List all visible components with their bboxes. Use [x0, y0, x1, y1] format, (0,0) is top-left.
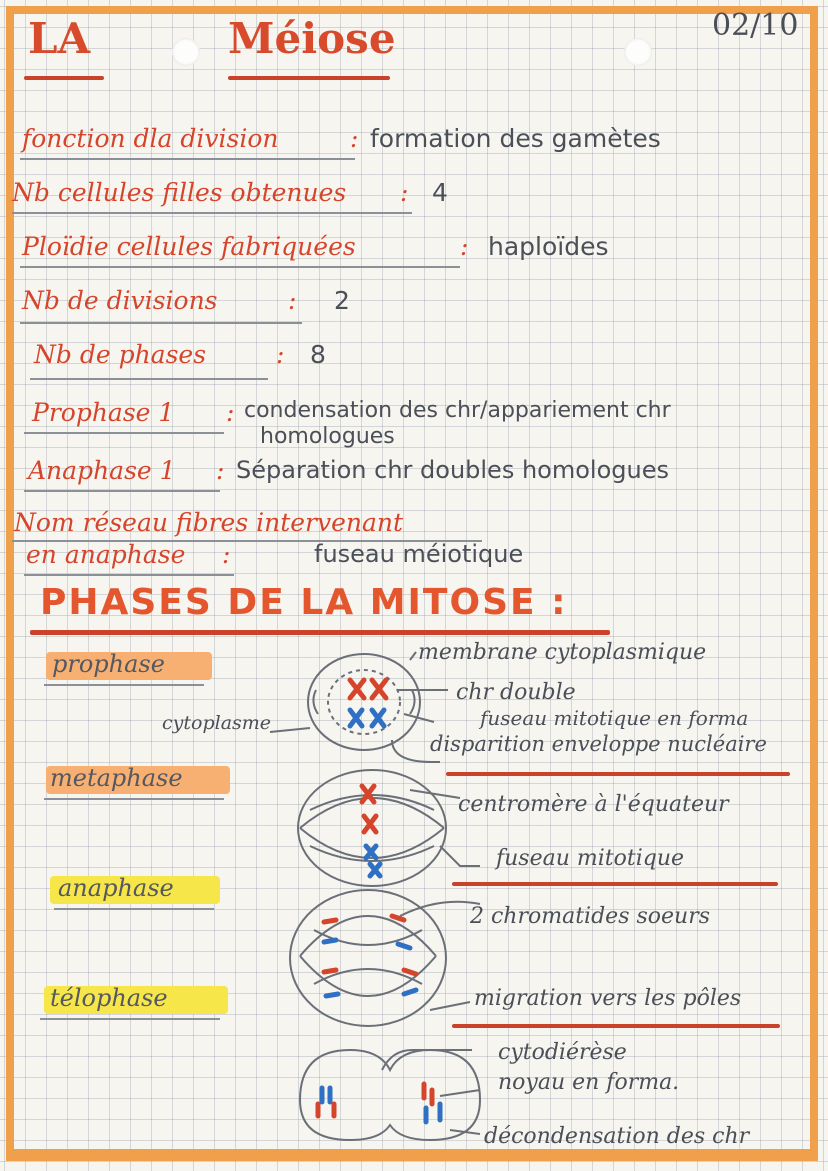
row-label: fonction dla division	[22, 124, 279, 153]
row-label: Nb de phases	[34, 340, 207, 369]
row-sep: :	[216, 456, 225, 485]
row-value: condensation des chr/appariement chr	[244, 398, 671, 423]
section-heading: PHASES DE LA MITOSE :	[40, 582, 568, 623]
row-label: Ploïdie cellules fabriquées	[22, 232, 356, 261]
row-label-continued: en anaphase	[26, 540, 186, 569]
label-fuseau: fuseau mitotique	[496, 846, 685, 871]
row-sep: :	[460, 232, 469, 261]
label-noyau: noyau en forma.	[498, 1070, 680, 1095]
row-sep: :	[350, 124, 359, 153]
row-label: Nb cellules filles obtenues	[12, 178, 347, 207]
label-cytoplasme: cytoplasme	[162, 712, 272, 734]
phase-anaphase: anaphase	[58, 874, 174, 902]
row-value: 2	[334, 286, 350, 315]
row-value: 8	[310, 340, 326, 369]
phase-metaphase: metaphase	[50, 764, 183, 792]
annotation-underline	[452, 1024, 780, 1028]
label-chromatides: 2 chromatides soeurs	[470, 904, 711, 929]
phase-prophase: prophase	[52, 650, 165, 678]
prophase-cell	[308, 654, 420, 750]
label-cytodierese: cytodiérèse	[498, 1040, 627, 1065]
row-label: Anaphase 1	[28, 456, 176, 485]
label-decondensation: décondensation des chr	[484, 1124, 750, 1149]
anaphase-cell	[290, 890, 446, 1026]
label-migration: migration vers les pôles	[474, 986, 742, 1011]
annotation-underline	[446, 772, 790, 776]
row-sep: :	[276, 340, 285, 369]
label-disparition: disparition enveloppe nucléaire	[430, 732, 767, 756]
row-value: Séparation chr doubles homologues	[236, 456, 669, 484]
row-value: haploïdes	[488, 232, 609, 261]
title-la: LA	[28, 14, 91, 63]
row-value: formation des gamètes	[370, 124, 661, 153]
row-value-continued: homologues	[260, 424, 395, 449]
label-chr-double: chr double	[456, 680, 576, 705]
row-sep: :	[288, 286, 297, 315]
row-sep: :	[400, 178, 409, 207]
date: 02/10	[712, 8, 799, 43]
phase-telophase: télophase	[50, 984, 168, 1012]
row-label: Nom réseau fibres intervenant	[14, 508, 404, 537]
label-centromere: centromère à l'équateur	[458, 792, 729, 817]
row-sep: :	[226, 398, 235, 427]
page-title: Méiose	[228, 14, 396, 63]
annotation-underline	[452, 882, 778, 886]
row-label: Nb de divisions	[22, 286, 218, 315]
row-label: Prophase 1	[32, 398, 175, 427]
label-membrane: membrane cytoplasmique	[418, 640, 707, 665]
row-value: 4	[432, 178, 448, 207]
label-fuseau-forma: fuseau mitotique en forma	[480, 706, 749, 730]
row-sep: :	[222, 540, 231, 569]
row-value: fuseau méiotique	[314, 540, 524, 568]
